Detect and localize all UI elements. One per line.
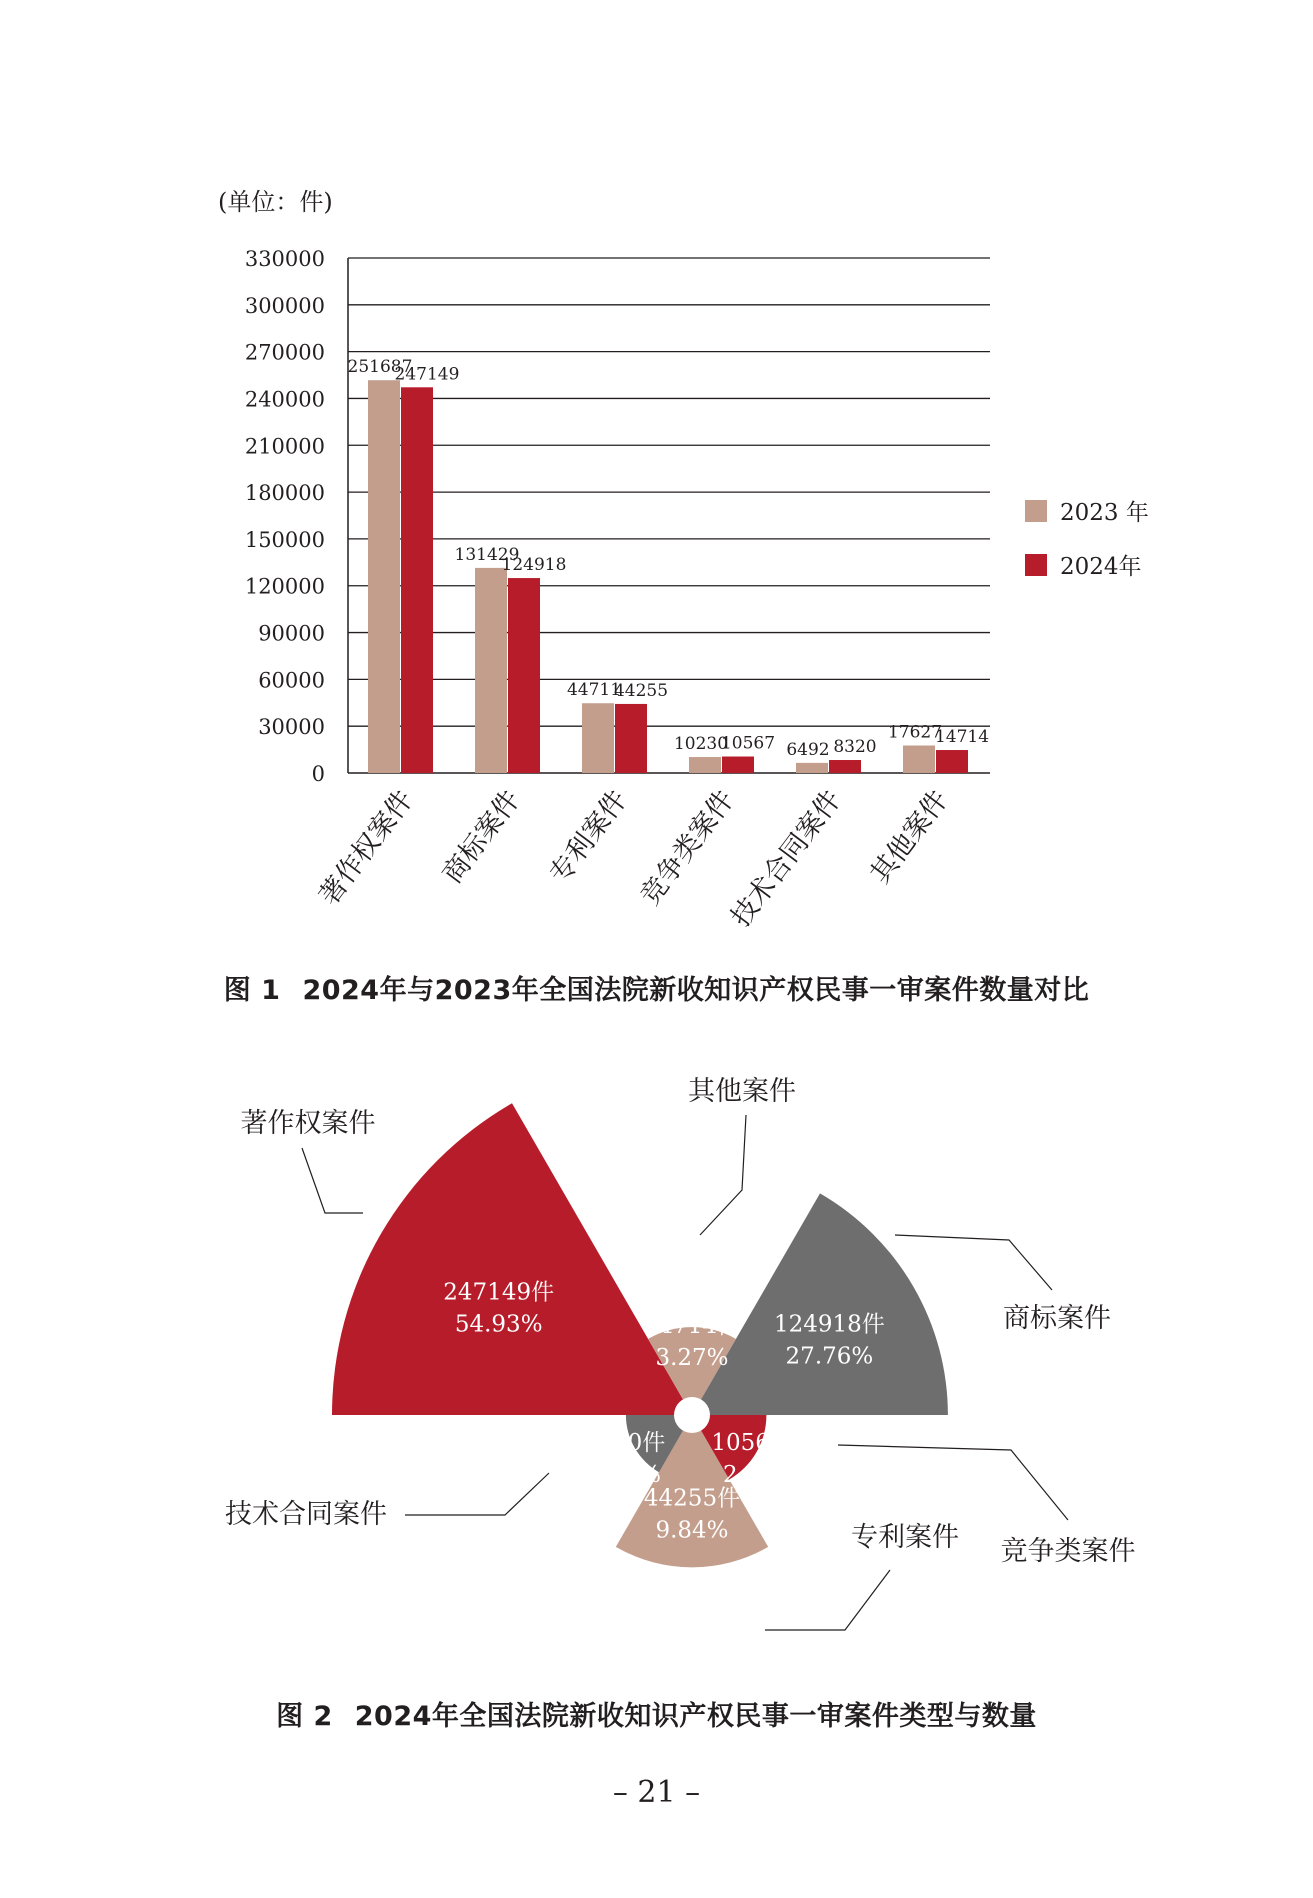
slice-percent-label: 2.35% xyxy=(722,1462,797,1488)
figure2-caption xyxy=(0,1694,1313,1733)
figure1-title: 2024年与2023年全国法院新收知识产权民事一审案件数量对比 xyxy=(302,975,1090,1006)
leader-line xyxy=(895,1235,1052,1290)
slice-category-label: 专利案件 xyxy=(851,1522,959,1553)
x-tick-label: 著作权案件 xyxy=(313,784,420,912)
figure2-title: 2024年全国法院新收知识产权民事一审案件类型与数量 xyxy=(354,1701,1037,1732)
leader-line xyxy=(302,1148,363,1213)
bar-value-label: 10230 xyxy=(673,734,729,755)
x-tick-label: 竞争类案件 xyxy=(634,784,741,912)
slice-category-label: 商标案件 xyxy=(1003,1303,1111,1334)
pie-slice xyxy=(692,1193,948,1415)
y-tick-label: 300000 xyxy=(244,293,325,318)
slice-value-label: 10567件 xyxy=(711,1430,808,1456)
slice-percent-label: 1.85% xyxy=(587,1462,662,1488)
y-tick-label: 90000 xyxy=(258,621,325,646)
bar-value-label: 17627 xyxy=(887,722,943,743)
leader-line xyxy=(838,1445,1068,1520)
unit-label: (单位：件) xyxy=(218,188,333,216)
slice-value-label: 247149件 xyxy=(443,1279,555,1306)
bar-value-label: 14714 xyxy=(934,727,990,748)
slice-category-label: 技术合同案件 xyxy=(225,1499,387,1530)
bar-value-label: 44711 xyxy=(566,680,622,701)
y-tick-label: 150000 xyxy=(244,527,325,552)
y-tick-label: 210000 xyxy=(244,434,325,459)
y-tick-label: 240000 xyxy=(244,387,325,412)
x-tick-label: 其他案件 xyxy=(864,784,955,890)
bar-value-label: 10567 xyxy=(720,733,776,754)
slice-value-label: 14714件 xyxy=(643,1313,741,1339)
leader-line xyxy=(765,1570,890,1630)
center-hole xyxy=(674,1397,710,1433)
slice-value-label: 44255件 xyxy=(643,1485,741,1512)
bar-value-label: 247149 xyxy=(394,364,460,385)
y-tick-label: 60000 xyxy=(258,668,325,693)
bar-value-label: 251687 xyxy=(347,357,413,378)
bar-value-label: 6492 xyxy=(786,739,830,760)
slice-value-label: 124918件 xyxy=(773,1311,885,1338)
legend-label: 2024年 xyxy=(1060,554,1142,580)
y-tick-label: 120000 xyxy=(244,574,325,599)
bar-value-label: 124918 xyxy=(501,555,567,576)
y-tick-label: 30000 xyxy=(258,715,325,740)
pie-slice xyxy=(332,1103,692,1415)
bar-value-label: 131429 xyxy=(454,544,520,565)
y-tick-label: 180000 xyxy=(244,481,325,506)
leader-line xyxy=(405,1473,549,1515)
x-tick-label: 商标案件 xyxy=(436,784,527,890)
figure2-label: 图 2 xyxy=(276,1701,333,1732)
slice-category-label: 竞争类案件 xyxy=(1000,1536,1136,1567)
y-tick-label: 330000 xyxy=(244,247,325,271)
slice-percent-label: 3.27% xyxy=(655,1345,729,1371)
slice-percent-label: 27.76% xyxy=(785,1343,874,1370)
x-tick-label: 专利案件 xyxy=(543,784,634,890)
figure1-label: 图 1 xyxy=(223,975,281,1006)
slice-category-label: 著作权案件 xyxy=(240,1108,376,1139)
slice-percent-label: 54.93% xyxy=(454,1311,543,1338)
legend-label: 2023 年 xyxy=(1060,500,1149,526)
x-tick-label: 技术合同案件 xyxy=(725,784,848,933)
bar-value-label: 44255 xyxy=(613,680,669,701)
bar-value-label: 8320 xyxy=(833,737,877,758)
page-number: – 21 – xyxy=(612,1775,701,1810)
y-tick-label: 0 xyxy=(311,762,325,786)
slice-category-label: 其他案件 xyxy=(688,1076,796,1107)
y-tick-label: 270000 xyxy=(244,340,325,365)
slice-value-label: 8320件 xyxy=(583,1430,666,1456)
slice-percent-label: 9.84% xyxy=(655,1517,729,1544)
leader-line xyxy=(700,1115,746,1235)
